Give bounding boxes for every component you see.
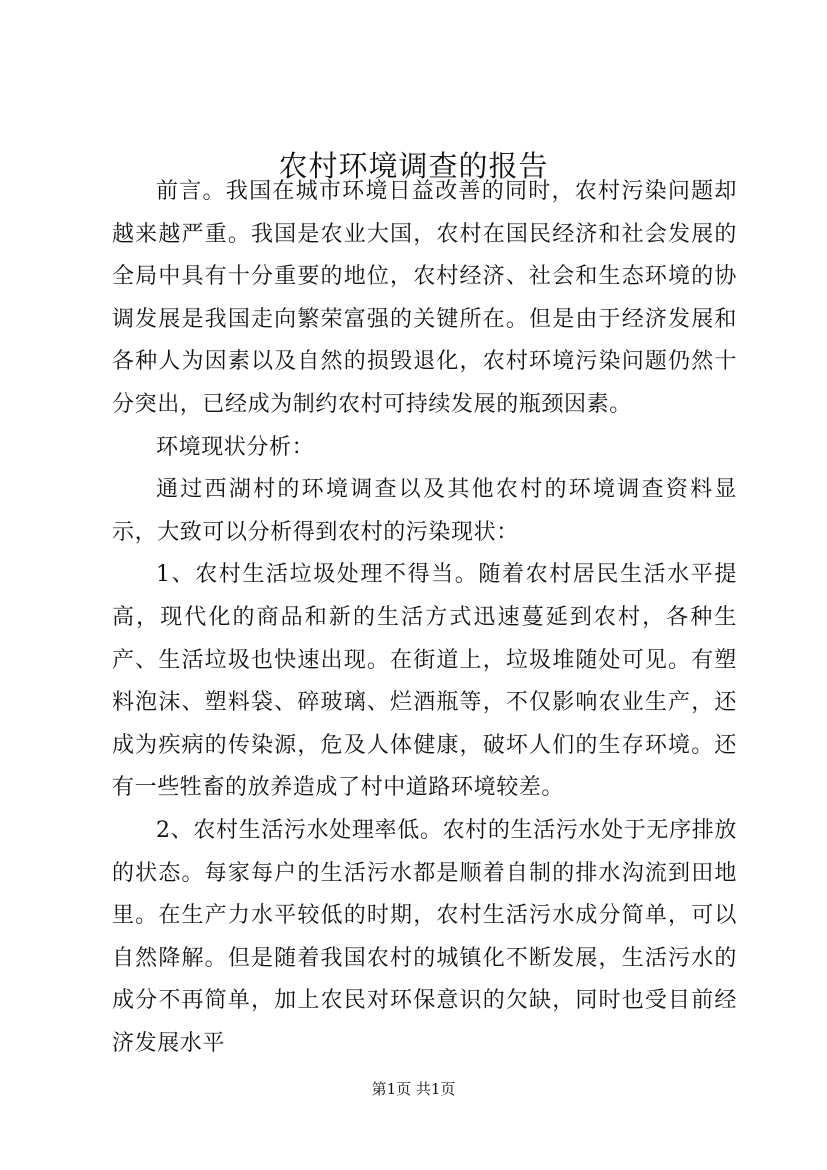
paragraph-preface: 前言。我国在城市环境日益改善的同时，农村污染问题却越来越严重。我国是农业大国，农村在国民经济和社会发展的全局中具有十分重要的地位，农村经济、社会和生态环境的协调发展是我国走向繁荣富强的关键所在。但是由于经济发展和各种人为因素以及自然的损毁退化，农村环境污染问题仍然十分突出，已经成为制约农村可持续发展的瓶颈因素。 [112,179,737,417]
document-title: 农村环境调查的报告 [278,149,549,183]
paragraph-section-heading: 环境现状分析： [156,434,315,460]
paragraph-survey-intro: 通过西湖村的环境调查以及其他农村的环境调查资料显示，大致可以分析得到农村的污染现状： [112,477,737,545]
paragraph-item-1: 1、农村生活垃圾处理不得当。随着农村居民生活水平提高，现代化的商品和新的生活方式迅速蔓延到农村，各种生产、生活垃圾也快速出现。在街道上，垃圾堆随处可见。有塑料泡沫、塑料袋、碎玻璃、烂酒瓶等，不仅影响农业生产，还成为疾病的传染源，危及人体健康，破坏人们的生存环境。还有一些牲畜的放养造成了村中道路环境较差。 [112,562,737,801]
paragraph-item-2: 2、农村生活污水处理率低。农村的生活污水处于无序排放的状态。每家每户的生活污水都是顺着自制的排水沟流到田地里。在生产力水平较低的时期，农村生活污水成分简单，可以自然降解。但是随着我国农村的城镇化不断发展，生活污水的成分不再简单，加上农民对环保意识的欠缺，同时也受目前经济发展水平 [112,817,737,1056]
document-body [112,171,737,1065]
page-footer: 第1页 共1页 [371,1080,456,1098]
